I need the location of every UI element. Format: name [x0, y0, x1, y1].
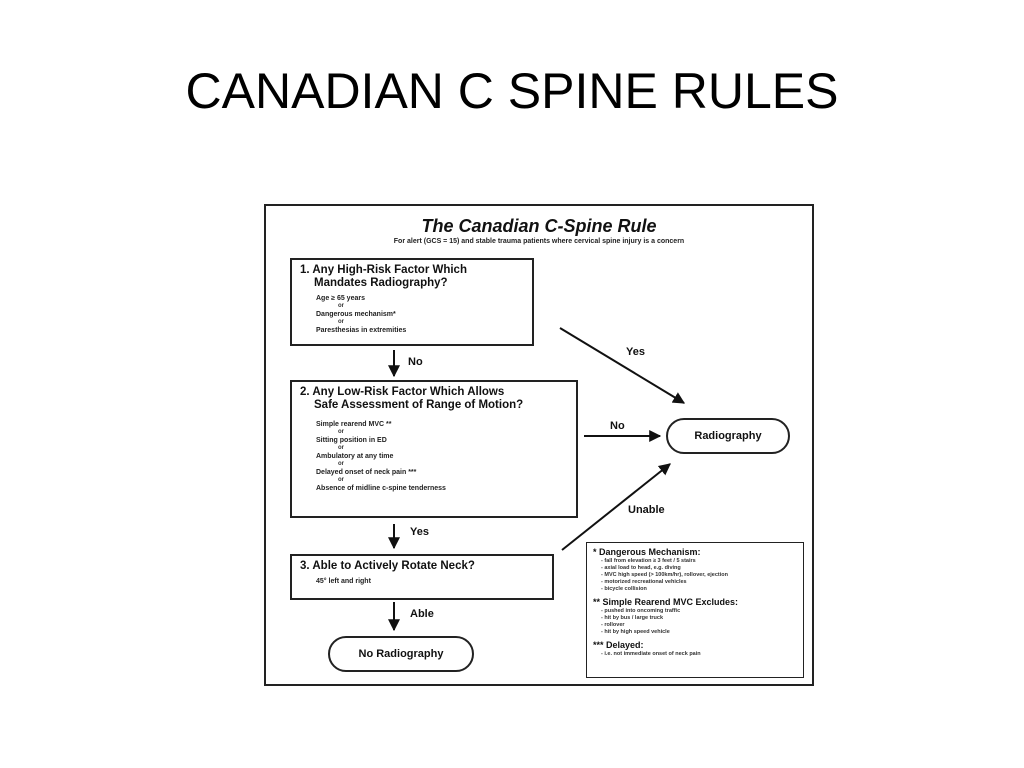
question-3-box — [290, 554, 554, 600]
q2-or: or — [338, 477, 344, 483]
q1-or: or — [338, 303, 344, 309]
q2-item: Delayed onset of neck pain *** — [316, 469, 417, 476]
q1-item: Dangerous mechanism* — [316, 311, 396, 318]
note-line: - hit by high speed vehicle — [601, 629, 670, 635]
note-line: - rollover — [601, 622, 625, 628]
q2-item: Simple rearend MVC ** — [316, 421, 392, 428]
dangerous-mechanism-title: * Dangerous Mechanism: — [593, 547, 701, 557]
label-unable: Unable — [628, 504, 665, 516]
figure-title: The Canadian C-Spine Rule — [421, 216, 657, 236]
q3-detail: 45° left and right — [316, 578, 371, 585]
question-2-box — [290, 380, 578, 518]
note-line: - fall from elevation ≥ 3 feet / 5 stairs — [601, 558, 696, 564]
q1-item: Age ≥ 65 years — [316, 295, 365, 302]
simple-rearend-title: ** Simple Rearend MVC Excludes: — [593, 597, 739, 607]
delayed-title: *** Delayed: — [593, 640, 644, 650]
q1-item: Paresthesias in extremities — [316, 327, 407, 334]
q2-item: Sitting position in ED — [316, 437, 387, 444]
no-radiography-outcome: No Radiography — [328, 636, 474, 672]
label-no-2: No — [610, 420, 625, 432]
q2-item: Ambulatory at any time — [316, 453, 394, 460]
note-line: - hit by bus / large truck — [601, 615, 664, 621]
question-2-title-line1: 2. Any Low-Risk Factor Which Allows — [300, 386, 505, 398]
label-yes-2: Yes — [410, 526, 429, 538]
question-1-box — [290, 258, 534, 346]
arrow-q1-to-radiography — [560, 328, 684, 403]
slide-title: CANADIAN C SPINE RULES — [185, 63, 839, 119]
note-line: - motorized recreational vehicles — [601, 579, 687, 585]
question-1-title-line2: Mandates Radiography? — [314, 277, 448, 289]
radiography-outcome: Radiography — [666, 418, 790, 454]
note-line: - i.e. not immediate onset of neck pain — [601, 651, 701, 657]
label-no-1: No — [408, 356, 423, 368]
q2-item: Absence of midline c-spine tenderness — [316, 485, 446, 492]
note-line: - bicycle collision — [601, 586, 647, 592]
q1-or: or — [338, 319, 344, 325]
label-yes-1: Yes — [626, 346, 645, 358]
figure-subtitle: For alert (GCS = 15) and stable trauma patients where cervical spine injury is a concern — [393, 238, 685, 245]
c-spine-rule-figure — [264, 204, 814, 686]
note-line: - axial load to head, e.g. diving — [601, 565, 681, 571]
notes-box — [586, 542, 804, 678]
note-line: - MVC high speed (> 100km/hr), rollover, ejection — [601, 572, 728, 578]
label-able: Able — [410, 608, 434, 620]
question-1-title-line1: 1. Any High-Risk Factor Which — [300, 264, 467, 276]
note-line: - pushed into oncoming traffic — [601, 608, 681, 614]
q2-or: or — [338, 429, 344, 435]
question-3-title: 3. Able to Actively Rotate Neck? — [300, 560, 475, 572]
question-2-title-line2: Safe Assessment of Range of Motion? — [314, 399, 524, 411]
q2-or: or — [338, 461, 344, 467]
q2-or: or — [338, 445, 344, 451]
